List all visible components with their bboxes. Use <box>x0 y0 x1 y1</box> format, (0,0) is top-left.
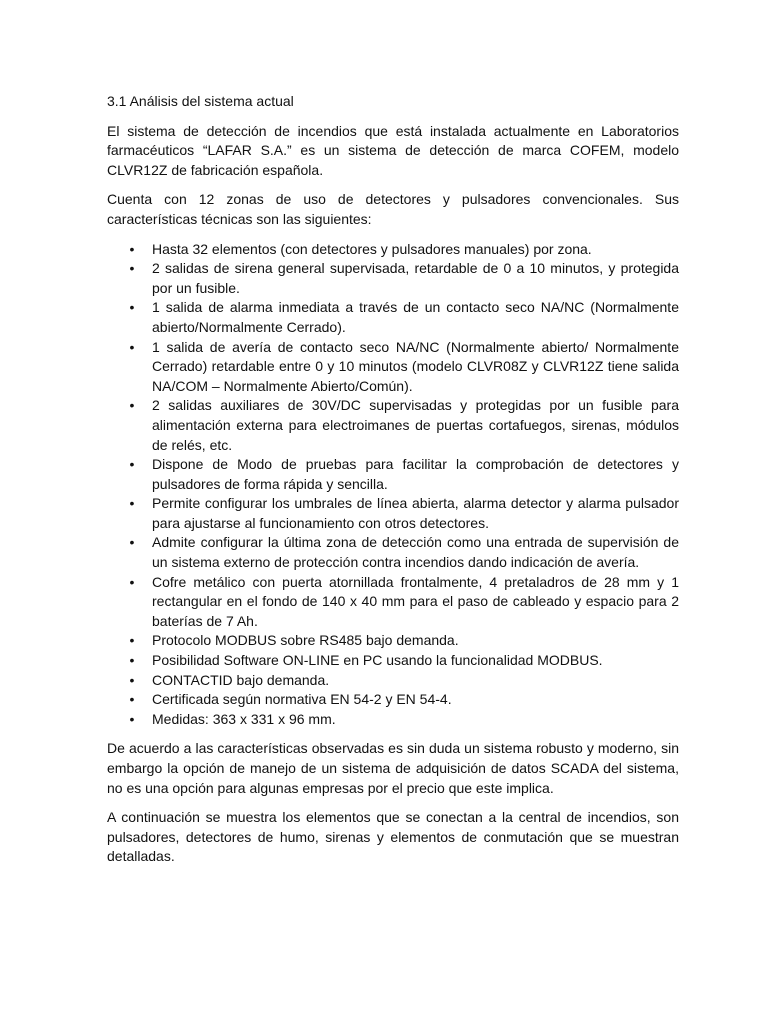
components-paragraph: A continuación se muestra los elementos que se conectan a la central de incendios, son pulsadores, detectores de humo, sirenas y elementos de conmutación que se muestran detalladas. <box>107 809 679 865</box>
bullet-icon: • <box>129 652 135 669</box>
list-item-text: Posibilidad Software ON-LINE en PC usando la funcionalidad MODBUS. <box>152 652 603 669</box>
list-item <box>107 455 679 494</box>
list-item-text: 2 salidas auxiliares de 30V/DC supervisadas y protegidas por un fusible para alimentación externa para electroimanes de puertas cortafuegos, sirenas, módulos de relés, etc. <box>152 397 679 453</box>
list-item <box>107 338 679 397</box>
bullet-icon: • <box>129 338 135 355</box>
list-item <box>107 259 679 298</box>
bullet-icon: • <box>129 573 135 590</box>
assessment-paragraph: De acuerdo a las características observadas es sin duda un sistema robusto y moderno, sin embargo la opción de manejo de un sistema de adquisición de datos SCADA del sistema, no es una opción para algunas empresas por el precio que este implica. <box>107 740 679 796</box>
section-heading: 3.1 Análisis del sistema actual <box>107 93 294 109</box>
list-item <box>107 396 679 455</box>
list-item <box>107 240 679 260</box>
bullet-icon: • <box>129 456 135 473</box>
document-page <box>107 92 679 877</box>
list-item <box>107 494 679 533</box>
list-item <box>107 631 679 651</box>
list-item <box>107 298 679 337</box>
bullet-icon: • <box>129 671 135 688</box>
intro-paragraph: El sistema de detección de incendios que está instalada actualmente en Laboratorios farmacéuticos “LAFAR S.A.” es un sistema de detección de marca COFEM, modelo CLVR12Z de fabricación española. <box>107 122 679 178</box>
bullet-icon: • <box>129 495 135 512</box>
bullet-icon: • <box>129 632 135 649</box>
list-item-text: Permite configurar los umbrales de línea abierta, alarma detector y alarma pulsador para ajustarse al funcionamiento con otros detectores. <box>152 495 679 531</box>
list-item-text: 1 salida de alarma inmediata a través de un contacto seco NA/NC (Normalmente abierto/Normalmente Cerrado). <box>152 299 679 335</box>
bullet-icon: • <box>129 240 135 257</box>
features-list <box>107 240 679 730</box>
list-item <box>107 710 679 730</box>
list-item-text: Dispone de Modo de pruebas para facilitar la comprobación de detectores y pulsadores de forma rápida y sencilla. <box>152 456 679 492</box>
list-item-text: 2 salidas de sirena general supervisada, retardable de 0 a 10 minutos, y protegida por un fusible. <box>152 260 679 296</box>
bullet-icon: • <box>129 260 135 277</box>
bullet-icon: • <box>129 397 135 414</box>
list-item-text: Cofre metálico con puerta atornillada frontalmente, 4 pretaladros de 28 mm y 1 rectangular en el fondo de 140 x 40 mm para el paso de cableado y espacio para 2 baterías de 7 Ah. <box>152 573 679 629</box>
bullet-icon: • <box>129 691 135 708</box>
list-item-text: Hasta 32 elementos (con detectores y pulsadores manuales) por zona. <box>152 240 592 257</box>
list-item-text: CONTACTID bajo demanda. <box>152 671 330 688</box>
list-item <box>107 651 679 671</box>
list-item <box>107 671 679 691</box>
list-item-text: Protocolo MODBUS sobre RS485 bajo demanda. <box>152 632 459 649</box>
list-item <box>107 690 679 710</box>
list-item <box>107 533 679 572</box>
features-lead-paragraph: Cuenta con 12 zonas de uso de detectores y pulsadores convencionales. Sus características técnicas son las siguientes: <box>107 191 679 227</box>
bullet-icon: • <box>129 299 135 316</box>
list-item-text: Admite configurar la última zona de detección como una entrada de supervisión de un sistema externo de protección contra incendios dando indicación de avería. <box>152 534 679 571</box>
list-item <box>107 573 679 632</box>
list-item-text: Medidas: 363 x 331 x 96 mm. <box>152 710 336 727</box>
bullet-icon: • <box>129 534 135 551</box>
list-item-text: Certificada según normativa EN 54-2 y EN 54-4. <box>152 691 452 708</box>
list-item-text: 1 salida de avería de contacto seco NA/NC (Normalmente abierto/ Normalmente Cerrado) retardable entre 0 y 10 minutos (modelo CLVR08Z y CLVR12Z tiene salida NA/COM – Normalmente Abierto/Común). <box>152 338 679 394</box>
bullet-icon: • <box>129 710 135 727</box>
